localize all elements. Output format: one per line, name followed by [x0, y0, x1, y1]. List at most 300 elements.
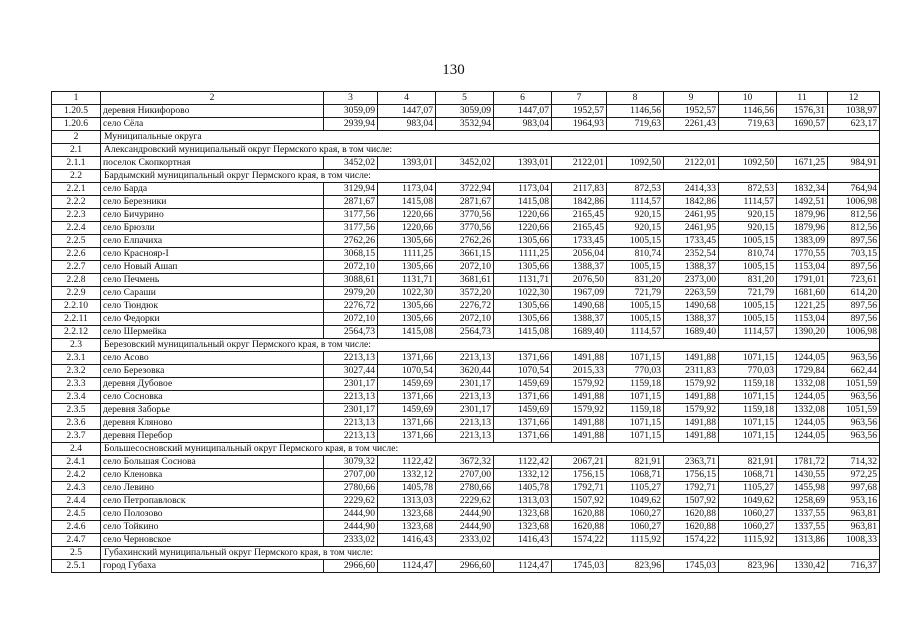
value-cell: 1332,12 [378, 469, 436, 482]
value-cell: 1770,55 [777, 248, 828, 261]
value-cell: 963,56 [828, 417, 880, 430]
row-code: 2.2.1 [52, 183, 101, 196]
value-cell: 823,96 [719, 560, 777, 573]
value-cell: 2780,66 [324, 482, 378, 495]
value-cell: 1388,37 [664, 261, 719, 274]
value-cell: 1671,25 [777, 157, 828, 170]
value-cell: 1733,45 [664, 235, 719, 248]
row-code: 2.3.5 [52, 404, 101, 417]
settlement-name: село Брюзли [101, 222, 324, 235]
value-cell: 821,91 [607, 456, 664, 469]
value-cell: 2363,71 [664, 456, 719, 469]
value-cell: 1332,08 [777, 378, 828, 391]
value-cell: 703,15 [828, 248, 880, 261]
value-cell: 1832,34 [777, 183, 828, 196]
value-cell: 2015,33 [552, 365, 607, 378]
value-cell: 719,63 [719, 118, 777, 131]
settlement-name: деревня Кляново [101, 417, 324, 430]
value-cell: 1405,78 [494, 482, 552, 495]
value-cell: 1371,66 [494, 391, 552, 404]
value-cell: 1305,66 [378, 313, 436, 326]
table-row [52, 313, 880, 326]
table-row [52, 508, 880, 521]
value-cell: 623,17 [828, 118, 880, 131]
value-cell: 1071,15 [607, 352, 664, 365]
value-cell: 1071,15 [719, 417, 777, 430]
value-cell: 1964,93 [552, 118, 607, 131]
value-cell: 723,61 [828, 274, 880, 287]
value-cell: 1146,56 [719, 105, 777, 118]
column-number-cell: 9 [664, 92, 719, 105]
settlement-name: село Большая Соснова [101, 456, 324, 469]
value-cell: 1220,66 [378, 209, 436, 222]
row-code: 1.20.5 [52, 105, 101, 118]
value-cell: 1146,56 [607, 105, 664, 118]
value-cell: 1008,33 [828, 534, 880, 547]
value-cell: 1131,71 [494, 274, 552, 287]
value-cell: 2444,90 [436, 521, 494, 534]
value-cell: 1507,92 [552, 495, 607, 508]
value-cell: 1071,15 [719, 430, 777, 443]
row-code: 2.2 [52, 170, 101, 183]
section-title: Губахинский муниципальный округ Пермского края, в том числе: [101, 547, 880, 560]
value-cell: 920,15 [719, 222, 777, 235]
value-cell: 1060,27 [607, 521, 664, 534]
value-cell: 2979,20 [324, 287, 378, 300]
column-number-cell: 4 [378, 92, 436, 105]
value-cell: 1393,01 [494, 157, 552, 170]
value-cell: 2213,13 [324, 352, 378, 365]
settlement-name: поселок Скопкортная [101, 157, 324, 170]
value-cell: 1492,51 [777, 196, 828, 209]
value-cell: 1371,66 [494, 430, 552, 443]
value-cell: 2762,26 [324, 235, 378, 248]
section-title: Большесосновский муниципальный округ Пермского края, в том числе: [101, 443, 880, 456]
value-cell: 3672,32 [436, 456, 494, 469]
value-cell: 2871,67 [324, 196, 378, 209]
value-cell: 1114,57 [719, 196, 777, 209]
value-cell: 716,37 [828, 560, 880, 573]
settlement-name: село Сёла [101, 118, 324, 131]
value-cell: 1220,66 [378, 222, 436, 235]
value-cell: 920,15 [607, 209, 664, 222]
value-cell: 1415,08 [494, 326, 552, 339]
value-cell: 1159,18 [607, 404, 664, 417]
value-cell: 1323,68 [378, 521, 436, 534]
settlement-name: село Полозово [101, 508, 324, 521]
value-cell: 2072,10 [436, 261, 494, 274]
value-cell: 1105,27 [607, 482, 664, 495]
value-cell: 1068,71 [719, 469, 777, 482]
settlement-name: деревня Перебор [101, 430, 324, 443]
column-number-cell: 7 [552, 92, 607, 105]
table-row [52, 391, 880, 404]
table-row [52, 495, 880, 508]
value-cell: 2213,13 [324, 391, 378, 404]
row-code: 2.2.9 [52, 287, 101, 300]
value-cell: 1415,08 [378, 326, 436, 339]
value-cell: 1005,15 [607, 300, 664, 313]
value-cell: 1491,88 [552, 417, 607, 430]
value-cell: 2444,90 [324, 508, 378, 521]
value-cell: 1071,15 [719, 391, 777, 404]
settlement-name: деревня Дубовое [101, 378, 324, 391]
value-cell: 1792,71 [552, 482, 607, 495]
row-code: 2.5 [52, 547, 101, 560]
value-cell: 897,56 [828, 261, 880, 274]
value-cell: 1332,12 [494, 469, 552, 482]
settlement-name: деревня Заборье [101, 404, 324, 417]
settlement-name: село Федорки [101, 313, 324, 326]
value-cell: 1371,66 [494, 417, 552, 430]
value-cell: 953,16 [828, 495, 880, 508]
row-code: 2.4.6 [52, 521, 101, 534]
value-cell: 1459,69 [494, 378, 552, 391]
value-cell: 1337,55 [777, 521, 828, 534]
value-cell: 1416,43 [378, 534, 436, 547]
value-cell: 1022,30 [378, 287, 436, 300]
value-cell: 2444,90 [436, 508, 494, 521]
value-cell: 3722,94 [436, 183, 494, 196]
row-code: 2.2.2 [52, 196, 101, 209]
value-cell: 2871,67 [436, 196, 494, 209]
value-cell: 1305,66 [378, 235, 436, 248]
value-cell: 1952,57 [552, 105, 607, 118]
value-cell: 1071,15 [719, 352, 777, 365]
value-cell: 1068,71 [607, 469, 664, 482]
value-cell: 1337,55 [777, 508, 828, 521]
value-cell: 1681,60 [777, 287, 828, 300]
value-cell: 1620,88 [664, 521, 719, 534]
row-code: 2.4.3 [52, 482, 101, 495]
value-cell: 1159,18 [719, 404, 777, 417]
value-cell: 1060,27 [719, 508, 777, 521]
value-cell: 2229,62 [324, 495, 378, 508]
value-cell: 2213,13 [436, 352, 494, 365]
row-code: 2.3 [52, 339, 101, 352]
value-cell: 1388,37 [552, 313, 607, 326]
value-cell: 1173,04 [494, 183, 552, 196]
value-cell: 1049,62 [607, 495, 664, 508]
row-code: 2.2.7 [52, 261, 101, 274]
value-cell: 1490,68 [552, 300, 607, 313]
value-cell: 1115,92 [607, 534, 664, 547]
value-cell: 1689,40 [552, 326, 607, 339]
value-cell: 1620,88 [552, 508, 607, 521]
value-cell: 721,79 [607, 287, 664, 300]
value-cell: 1114,57 [607, 326, 664, 339]
value-cell: 2564,73 [436, 326, 494, 339]
row-code: 2.2.4 [52, 222, 101, 235]
row-code: 2.3.3 [52, 378, 101, 391]
value-cell: 1579,92 [552, 378, 607, 391]
value-cell: 1491,88 [552, 391, 607, 404]
value-cell: 1332,08 [777, 404, 828, 417]
table-row [52, 521, 880, 534]
value-cell: 1220,66 [494, 209, 552, 222]
value-cell: 1153,04 [777, 261, 828, 274]
column-number-cell: 6 [494, 92, 552, 105]
value-cell: 963,56 [828, 352, 880, 365]
value-cell: 3088,61 [324, 274, 378, 287]
value-cell: 1416,43 [494, 534, 552, 547]
value-cell: 1574,22 [664, 534, 719, 547]
table-row [52, 248, 880, 261]
value-cell: 3059,09 [324, 105, 378, 118]
section-title: Березовский муниципальный округ Пермского края, в том числе: [101, 339, 880, 352]
value-cell: 1430,55 [777, 469, 828, 482]
value-cell: 2301,17 [324, 378, 378, 391]
value-cell: 1313,03 [378, 495, 436, 508]
value-cell: 1729,84 [777, 365, 828, 378]
section-row [52, 144, 880, 157]
value-cell: 1579,92 [552, 404, 607, 417]
value-cell: 2444,90 [324, 521, 378, 534]
value-cell: 1579,92 [664, 404, 719, 417]
settlement-name: село Березники [101, 196, 324, 209]
value-cell: 3027,44 [324, 365, 378, 378]
value-cell: 1507,92 [664, 495, 719, 508]
value-cell: 1051,59 [828, 378, 880, 391]
value-cell: 1006,98 [828, 326, 880, 339]
value-cell: 1005,15 [607, 235, 664, 248]
settlement-name: село Тюндюк [101, 300, 324, 313]
value-cell: 2301,17 [436, 378, 494, 391]
value-cell: 1491,88 [664, 352, 719, 365]
value-cell: 2707,00 [324, 469, 378, 482]
value-cell: 831,20 [719, 274, 777, 287]
row-code: 2.4.7 [52, 534, 101, 547]
value-cell: 897,56 [828, 313, 880, 326]
value-cell: 714,32 [828, 456, 880, 469]
value-cell: 770,03 [607, 365, 664, 378]
value-cell: 963,81 [828, 508, 880, 521]
value-cell: 2276,72 [324, 300, 378, 313]
value-cell: 1576,31 [777, 105, 828, 118]
table-body [52, 92, 880, 573]
value-cell: 1049,62 [719, 495, 777, 508]
row-code: 2.3.2 [52, 365, 101, 378]
page-number: 130 [442, 62, 465, 78]
value-cell: 1447,07 [494, 105, 552, 118]
table-row [52, 300, 880, 313]
value-cell: 3452,02 [436, 157, 494, 170]
value-cell: 2276,72 [436, 300, 494, 313]
value-cell: 2165,45 [552, 209, 607, 222]
value-cell: 2213,13 [324, 417, 378, 430]
value-cell: 2780,66 [436, 482, 494, 495]
value-cell: 1070,54 [378, 365, 436, 378]
value-cell: 1244,05 [777, 430, 828, 443]
table-row [52, 183, 880, 196]
value-cell: 1305,66 [378, 261, 436, 274]
value-cell: 1005,15 [719, 261, 777, 274]
settlement-name: село Сараши [101, 287, 324, 300]
value-cell: 1305,66 [494, 235, 552, 248]
value-cell: 1459,69 [378, 378, 436, 391]
value-cell: 2564,73 [324, 326, 378, 339]
settlement-name: деревня Никифорово [101, 105, 324, 118]
table-row [52, 235, 880, 248]
value-cell: 1115,92 [719, 534, 777, 547]
row-code: 2.2.10 [52, 300, 101, 313]
value-cell: 1745,03 [664, 560, 719, 573]
value-cell: 2461,95 [664, 209, 719, 222]
value-cell: 1005,15 [607, 261, 664, 274]
section-title: Александровский муниципальный округ Пермского края, в том числе: [101, 144, 880, 157]
value-cell: 1006,98 [828, 196, 880, 209]
value-cell: 2117,83 [552, 183, 607, 196]
row-code: 2.1.1 [52, 157, 101, 170]
value-cell: 3532,94 [436, 118, 494, 131]
row-code: 2.4.1 [52, 456, 101, 469]
tariff-table [51, 91, 880, 573]
value-cell: 1114,57 [607, 196, 664, 209]
value-cell: 1388,37 [552, 261, 607, 274]
settlement-name: село Кленовка [101, 469, 324, 482]
row-code: 2.2.6 [52, 248, 101, 261]
column-number-cell: 11 [777, 92, 828, 105]
value-cell: 1051,59 [828, 404, 880, 417]
value-cell: 1491,88 [552, 430, 607, 443]
table-row [52, 469, 880, 482]
section-title: Бардымский муниципальный округ Пермского края, в том числе: [101, 170, 880, 183]
value-cell: 1371,66 [378, 417, 436, 430]
value-cell: 1574,22 [552, 534, 607, 547]
table-row [52, 430, 880, 443]
value-cell: 1005,15 [607, 313, 664, 326]
row-code: 2.3.4 [52, 391, 101, 404]
value-cell: 2122,01 [552, 157, 607, 170]
value-cell: 810,74 [719, 248, 777, 261]
value-cell: 1455,98 [777, 482, 828, 495]
settlement-name: село Асово [101, 352, 324, 365]
value-cell: 3770,56 [436, 209, 494, 222]
value-cell: 1122,42 [378, 456, 436, 469]
value-cell: 1173,04 [378, 183, 436, 196]
value-cell: 2707,00 [436, 469, 494, 482]
value-cell: 1620,88 [664, 508, 719, 521]
row-code: 2.3.1 [52, 352, 101, 365]
value-cell: 2056,04 [552, 248, 607, 261]
value-cell: 1371,66 [378, 352, 436, 365]
column-number-cell: 1 [52, 92, 101, 105]
section-title: Муниципальные округа [101, 131, 880, 144]
section-row [52, 547, 880, 560]
value-cell: 1842,86 [664, 196, 719, 209]
value-cell: 3620,44 [436, 365, 494, 378]
value-cell: 1459,69 [378, 404, 436, 417]
value-cell: 1842,86 [552, 196, 607, 209]
value-cell: 1092,50 [607, 157, 664, 170]
section-row [52, 339, 880, 352]
row-code: 2.3.7 [52, 430, 101, 443]
row-code: 2.3.6 [52, 417, 101, 430]
row-code: 2 [52, 131, 101, 144]
value-cell: 2165,45 [552, 222, 607, 235]
row-code: 2.2.11 [52, 313, 101, 326]
value-cell: 3177,56 [324, 222, 378, 235]
row-code: 2.2.8 [52, 274, 101, 287]
value-cell: 2072,10 [324, 313, 378, 326]
value-cell: 2333,02 [324, 534, 378, 547]
value-cell: 1459,69 [494, 404, 552, 417]
section-row [52, 131, 880, 144]
value-cell: 1244,05 [777, 391, 828, 404]
value-cell: 1159,18 [607, 378, 664, 391]
value-cell: 1220,66 [494, 222, 552, 235]
value-cell: 3068,15 [324, 248, 378, 261]
table-row [52, 222, 880, 235]
value-cell: 1131,71 [378, 274, 436, 287]
value-cell: 2373,00 [664, 274, 719, 287]
row-code: 2.4.2 [52, 469, 101, 482]
settlement-name: село Бичурино [101, 209, 324, 222]
table-row [52, 560, 880, 573]
value-cell: 972,25 [828, 469, 880, 482]
value-cell: 1405,78 [378, 482, 436, 495]
value-cell: 1491,88 [552, 352, 607, 365]
value-cell: 812,56 [828, 222, 880, 235]
value-cell: 1111,25 [494, 248, 552, 261]
value-cell: 1038,97 [828, 105, 880, 118]
row-code: 1.20.6 [52, 118, 101, 131]
value-cell: 2352,54 [664, 248, 719, 261]
value-cell: 3059,09 [436, 105, 494, 118]
value-cell: 1221,25 [777, 300, 828, 313]
value-cell: 1305,66 [494, 261, 552, 274]
value-cell: 1879,96 [777, 222, 828, 235]
value-cell: 719,63 [607, 118, 664, 131]
value-cell: 1388,37 [664, 313, 719, 326]
value-cell: 1879,96 [777, 209, 828, 222]
value-cell: 984,91 [828, 157, 880, 170]
value-cell: 3661,15 [436, 248, 494, 261]
settlement-name: село Тойкино [101, 521, 324, 534]
value-cell: 897,56 [828, 235, 880, 248]
value-cell: 1313,03 [494, 495, 552, 508]
table-row [52, 378, 880, 391]
row-code: 2.5.1 [52, 560, 101, 573]
value-cell: 1305,66 [494, 300, 552, 313]
value-cell: 1415,08 [378, 196, 436, 209]
value-cell: 1689,40 [664, 326, 719, 339]
value-cell: 2213,13 [324, 430, 378, 443]
value-cell: 3129,94 [324, 183, 378, 196]
value-cell: 1071,15 [607, 391, 664, 404]
value-cell: 2229,62 [436, 495, 494, 508]
value-cell: 897,56 [828, 300, 880, 313]
table-row [52, 157, 880, 170]
column-number-row [52, 92, 880, 105]
value-cell: 1159,18 [719, 378, 777, 391]
value-cell: 1330,42 [777, 560, 828, 573]
settlement-name: село Сосновка [101, 391, 324, 404]
column-number-cell: 12 [828, 92, 880, 105]
table-row [52, 261, 880, 274]
value-cell: 872,53 [719, 183, 777, 196]
value-cell: 3079,32 [324, 456, 378, 469]
settlement-name: село Черновское [101, 534, 324, 547]
settlement-name: село Новый Ашап [101, 261, 324, 274]
value-cell: 831,20 [607, 274, 664, 287]
table-row [52, 352, 880, 365]
column-number-cell: 8 [607, 92, 664, 105]
table-row [52, 196, 880, 209]
settlement-name: село Левино [101, 482, 324, 495]
value-cell: 2072,10 [324, 261, 378, 274]
settlement-name: село Елпачиха [101, 235, 324, 248]
